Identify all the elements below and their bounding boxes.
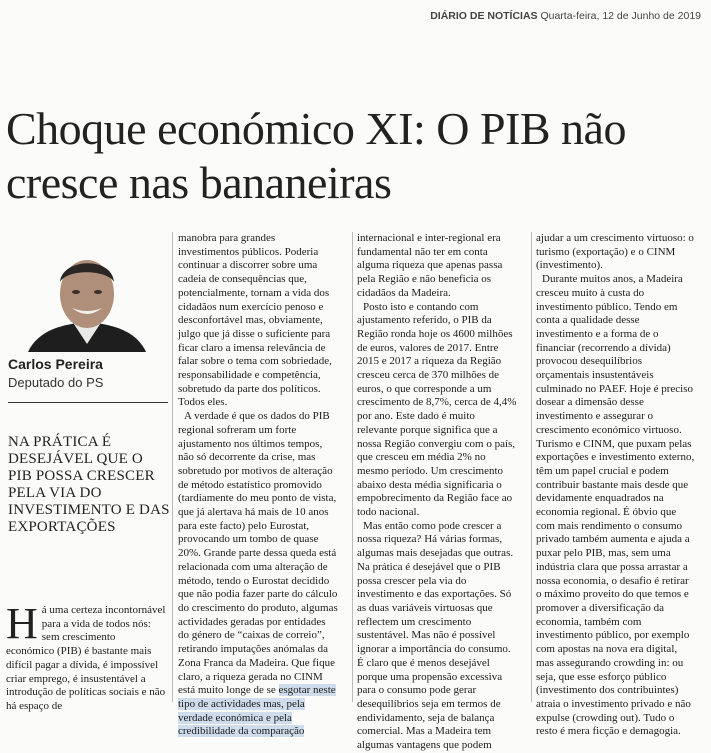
author-name: Carlos Pereira — [8, 356, 103, 372]
column-1-text: á uma certeza incontornável para a vida de todos nós: sem crescimento económico (PIB) é bastante mais difícil pagar a dívida, é impossível criar emprego, é insustentável a introdução de políticas sociais e não há espaço de — [6, 604, 166, 712]
article-column-2 — [178, 232, 338, 739]
publication-date: Quarta-feira, 12 de Junho de 2019 — [540, 10, 701, 22]
drop-cap: H — [6, 599, 38, 648]
paragraph: internacional e inter-regional era fundamental não ter em conta alguma riqueza que apenas passa pela Região e não beneficia os cidadãos da Madeira. — [357, 232, 503, 299]
paragraph: A verdade é que os dados do PIB regional sofreram um forte ajustamento nos últimos tempos, não só decorrente da crise, mas sobretudo por motivos de alteração de método estatístico promovido (tardiamente do meu ponto de vista, que já alertava há mais de 10 anos para este facto) pelo Eurostat, provocando um tombo de quase 20%. Grande parte dessa queda está relacionada com uma alteração de método, tendo o Eurostat decidido que não podia fazer parte do cálculo do crescimento do produto, algumas actividades geradas por entidades do género de “caixas de correio”, retirando imputações anómalas da Zona Franca da Madeira. Que fique claro, a riqueza gerada no CINM está muito longe de se — [178, 410, 338, 697]
article-column-1 — [6, 599, 166, 714]
article-column-3 — [357, 232, 517, 753]
author-photo — [8, 248, 166, 352]
publication-name: DIÁRIO DE NOTÍCIAS — [430, 10, 538, 22]
author-portrait-image — [8, 248, 166, 352]
paragraph: manobra para grandes investimentos públicos. Poderia continuar a discorrer sobre uma cadeia de consequências que, potencialmente, tornam a vida dos cidadãos num exercício penoso e desconfortável mas, obviamente, julgo que já disse o suficiente para ficar claro a imensa relevância de falar sobre o tema com sobriedade, responsabilidade e competência, sobretudo da parte dos políticos. Todos eles. — [178, 232, 332, 409]
article-headline: Choque económico XI: O PIB não cresce nas bananeiras — [6, 103, 626, 208]
paragraph: ajudar a um crescimento virtuoso: o turismo (exportação) e o CINM (investimento). — [536, 232, 694, 272]
column-divider — [172, 232, 173, 702]
column-divider — [531, 232, 532, 702]
author-role: Deputado do PS — [8, 375, 104, 390]
paragraph: Posto isto e contando com ajustamento referido, o PIB da Região ronda hoje os 4600 milhões de euros, valores de 2017. Entre 2015 e 2017 a riqueza da Região cresceu cerca de 370 milhões de euros, o que corresponde a um crescimento de 8,7%, cerca de 4,4% por ano. Este dado é muito relevante porque significa que a nossa Região convergiu com o país, que cresceu em média 2% no mesmo período. Um crescimento abaixo desta média significaria o empobrecimento da Região face ao todo nacional. — [357, 300, 517, 519]
article-column-4 — [536, 232, 696, 739]
highlighted-text: esgotar neste tipo de actividades mas, pela verdade económica e pela credibilidade da comparação — [178, 684, 336, 738]
pullquote-divider — [8, 402, 168, 403]
newspaper-header — [430, 10, 701, 22]
pullquote: NA PRÁTICA É DESEJÁVEL QUE O PIB POSSA CRESCER PELA VIA DO INVESTIMENTO E DAS EXPORTAÇÕES — [8, 434, 170, 535]
paragraph: Mas então como pode crescer a nossa riqueza? Há várias formas, algumas mais desejadas que outras. Na prática é desejável que o PIB possa crescer pela via do investimento e das exportações. Só as duas variáveis virtuosas que reflectem um crescimento sustentável. Mas não é possível ignorar a importância do consumo. É claro que é menos desejável porque uma propensão excessiva para o consumo pode gerar desequilíbrios seja em termos de endividamento, seja de balança comercial. Mas a Madeira tem algumas vantagens que podem — [357, 519, 514, 752]
column-divider — [352, 232, 353, 702]
paragraph: Durante muitos anos, a Madeira cresceu muito à custa do investimento público. Tendo em conta a qualidade desse investimento e a forma de o financiar (recorrendo a dívida) provocou desequilíbrios orçamentais insustentáveis culminado no PAEF. Hoje é preciso dosear a dimensão desse investimento e assegurar o crescimento económico virtuoso. Turismo e CINM, que puxam pelas exportações e investimento externo, têm um papel crucial e podem contribuir bastante mais desde que devidamente enquadrados na economia regional. É óbvio que com mais rendimento o consumo privado também aumenta e ajuda a puxar pelo PIB, mas, sem uma indústria clara que possa arrastar a nossa economia, o desafio é retirar o máximo proveito do que temos e promover a diversificação da economia, também com investimento público, por exemplo com apostas na nova era digital, mas assegurando crowding in: ou seja, que esse esforço público (investimento dos contribuintes) atraia o investimento privado e não expulse (crowding out). Tudo o resto é mera ficção e demagogia. — [536, 273, 695, 738]
